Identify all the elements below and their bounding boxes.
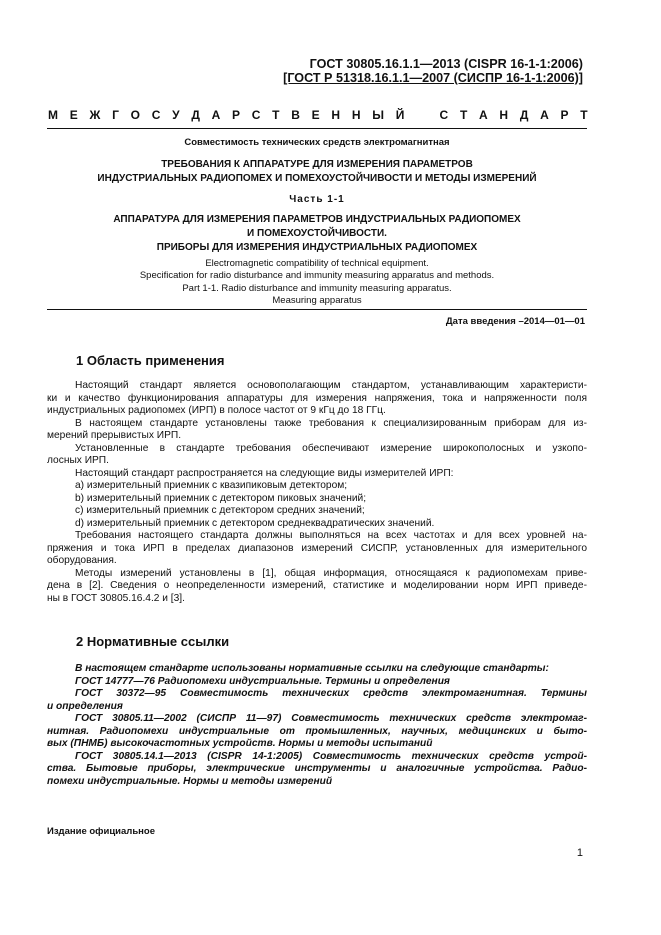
interstate-letter: Е bbox=[69, 108, 78, 122]
interstate-letter: Ы bbox=[372, 108, 384, 122]
gost-designation: ГОСТ 30805.16.1.1—2013 (CISPR 16-1-1:2006) bbox=[309, 57, 583, 71]
text-line: лосных ИРП. bbox=[47, 455, 109, 466]
interstate-letter: А bbox=[540, 108, 549, 122]
text-line: помехи индустриальные. Нормы и методы измерений bbox=[47, 775, 333, 787]
subtitle-line-3: ПРИБОРЫ ДЛЯ ИЗМЕРЕНИЯ ИНДУСТРИАЛЬНЫХ РАДИОПОМЕХ bbox=[156, 242, 478, 253]
text-line: ГОСТ 30805.11—2002 (СИСПР 11—97) Совместимость технических средств электромаг- bbox=[75, 713, 587, 724]
text-line: В настоящем стандарте установлены также требования к специализированным приборам для из- bbox=[75, 417, 587, 429]
text-line: Настоящий стандарт распространяется на следующие виды измерителей ИРП: bbox=[75, 467, 454, 479]
section-2-heading: 2 Нормативные ссылки bbox=[76, 634, 230, 649]
text-line: c) измерительный приемник с детектором средних значений; bbox=[75, 505, 365, 516]
text-line: ны в ГОСТ 30805.16.4.2 и [3]. bbox=[47, 592, 185, 604]
interstate-letter: Ж bbox=[89, 108, 101, 122]
text-line: и определения bbox=[47, 700, 123, 712]
english-title bbox=[47, 258, 587, 307]
interstate-letter: Д bbox=[519, 108, 529, 122]
english-line: Measuring apparatus bbox=[272, 294, 362, 306]
text-line: a) измерительный приемник с квазипиковым детектором; bbox=[75, 480, 348, 491]
interstate-letter: Н bbox=[351, 108, 361, 122]
interstate-letter: Й bbox=[395, 108, 405, 122]
section-1-heading: 1 Область применения bbox=[76, 353, 225, 368]
text-line: В настоящем стандарте использованы нормативные ссылки на следующие стандарты: bbox=[75, 663, 549, 674]
interstate-letter: Р bbox=[232, 108, 241, 122]
title-line-1: Совместимость технических средств электромагнитная bbox=[184, 137, 450, 148]
interstate-letter: С bbox=[251, 108, 261, 122]
interstate-letter: Н bbox=[331, 108, 341, 122]
text-line: ГОСТ 14777—76 Радиопомехи индустриальные. Термины и определения bbox=[75, 675, 450, 687]
title-line-2: ТРЕБОВАНИЯ К АППАРАТУРЕ ДЛЯ ИЗМЕРЕНИЯ ПАРАМЕТРОВ bbox=[161, 159, 473, 170]
text-line: ки и качество функционирования аппаратуры для измерения напряжения, тока и напряженности поля bbox=[47, 392, 587, 404]
english-line: Specification for radio disturbance and immunity measuring apparatus and methods. bbox=[139, 270, 495, 282]
interstate-letter: Т bbox=[459, 108, 468, 122]
interstate-letter: Т bbox=[580, 108, 588, 122]
text-line: вых (ПНМБ) высокочастотных устройств. Нормы и методы испытаний bbox=[47, 738, 433, 749]
interstate-letter: Е bbox=[311, 108, 320, 122]
text-line: мерений прерывистых ИРП. bbox=[47, 430, 182, 441]
interstate-letter: Р bbox=[560, 108, 569, 122]
text-line: дена в [2]. Сведения о неопределенности измерений, статистике и моделировании норм ИРП приведе- bbox=[47, 580, 587, 591]
top-rule bbox=[47, 128, 587, 129]
page-number: 1 bbox=[576, 847, 583, 859]
subtitle-line-1: АППАРАТУРА ДЛЯ ИЗМЕРЕНИЯ ПАРАМЕТРОВ ИНДУСТРИАЛЬНЫХ РАДИОПОМЕХ bbox=[113, 214, 521, 225]
text-line: ства. Бытовые приборы, электрические инструменты и аналогичные устройства. Радио- bbox=[47, 763, 587, 774]
text-line: d) измерительный приемник с детектором среднеквадратических значений. bbox=[75, 517, 435, 529]
text-line: нитная. Радиопомехи индустриальные от промышленных, научных, медицинских и быто- bbox=[47, 725, 587, 737]
english-line: Electromagnetic compatibility of technical equipment. bbox=[205, 258, 429, 269]
gost-r-designation: [ГОСТ Р 51318.16.1.1—2007 (СИСПР 16-1-1:2006)] bbox=[283, 71, 583, 85]
text-line: Установленные в стандарте требования обеспечивают измерение широкополосных и узкопо- bbox=[75, 442, 587, 454]
interstate-letter: М bbox=[48, 108, 58, 122]
interstate-letter: С bbox=[439, 108, 449, 122]
text-line: b) измерительный приемник с детектором пиковых значений; bbox=[75, 492, 367, 504]
interstate-letter: У bbox=[172, 108, 180, 122]
text-line: ГОСТ 30805.14.1—2013 (CISPR 14-1:2005) Совместимость технических средств устрой- bbox=[75, 750, 587, 762]
title-rule bbox=[47, 309, 587, 310]
text-line: ГОСТ 30372—95 Совместимость технических средств электромагнитная. Термины bbox=[75, 688, 587, 699]
interstate-letter: Г bbox=[112, 108, 119, 122]
section-1-body bbox=[47, 380, 587, 605]
text-line: Требования настоящего стандарта должны выполняться на всех частотах и для всех уровней на- bbox=[75, 530, 587, 541]
text-line: индустриальных радиопомех (ИРП) в полосе частот от 9 кГц до 18 ГГц. bbox=[47, 405, 386, 416]
interstate-letter: Т bbox=[272, 108, 280, 122]
interstate-letter: А bbox=[479, 108, 488, 122]
subtitle-line-2: И ПОМЕХОУСТОЙЧИВОСТИ. bbox=[247, 228, 387, 239]
text-line: Методы измерений установлены в [1], общая информация, относящаяся к радиопомехам приве- bbox=[75, 567, 587, 579]
introduction-date: Дата введения –2014—01—01 bbox=[445, 316, 585, 327]
interstate-letter: О bbox=[130, 108, 140, 122]
interstate-letter: А bbox=[211, 108, 221, 122]
interstate-letter: В bbox=[291, 108, 300, 122]
text-line: Настоящий стандарт является основополагающим стандартом, устанавливающим характеристи- bbox=[75, 380, 587, 391]
part-label: Часть 1-1 bbox=[289, 194, 345, 205]
text-line: пряжения и тока ИРП в пределах диапазонов измерений СИСПР, установленных для измерительного bbox=[47, 542, 587, 554]
interstate-letter: С bbox=[151, 108, 161, 122]
interstate-letter: Н bbox=[499, 108, 509, 122]
interstate-letter: Д bbox=[191, 108, 200, 122]
title-line-3: ИНДУСТРИАЛЬНЫХ РАДИОПОМЕХ И ПОМЕХОУСТОЙЧИВОСТИ И МЕТОДЫ ИЗМЕРЕНИЙ bbox=[97, 173, 537, 184]
section-2-body bbox=[47, 663, 587, 788]
interstate-standard-heading bbox=[48, 108, 588, 122]
text-line: оборудования. bbox=[47, 555, 117, 566]
english-line: Part 1-1. Radio disturbance and immunity measuring apparatus. bbox=[182, 282, 452, 294]
official-edition-note: Издание официальное bbox=[47, 826, 155, 837]
